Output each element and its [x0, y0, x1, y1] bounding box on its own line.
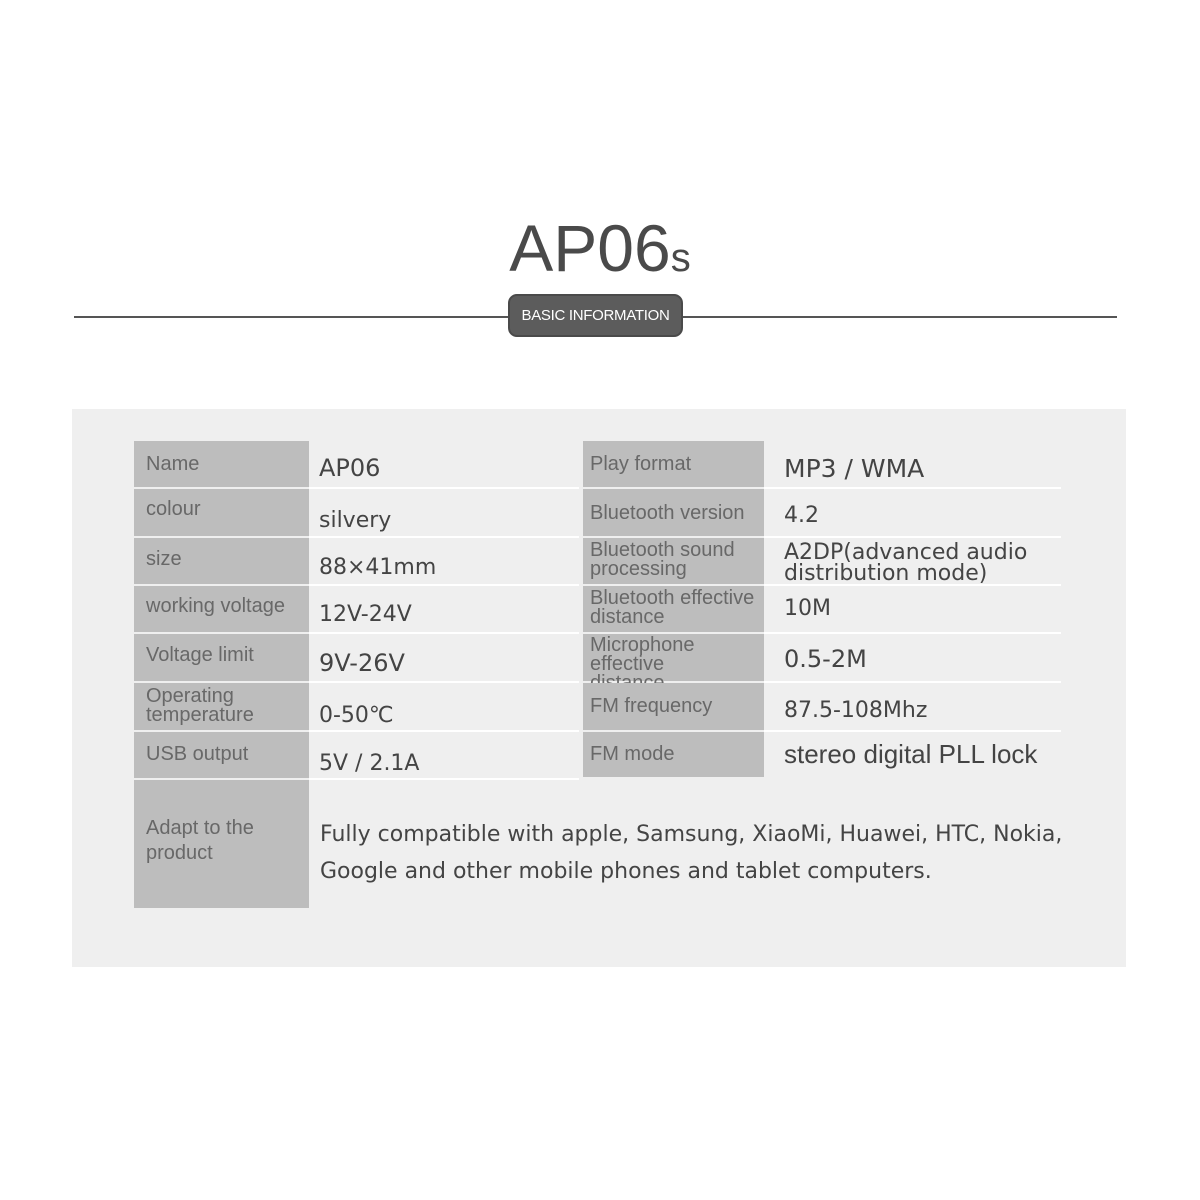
- basic-information-badge: BASIC INFORMATION: [508, 294, 683, 337]
- spec-label-bluetooth-version: Bluetooth version: [583, 489, 764, 536]
- spec-value-size: 88×41mm: [309, 538, 579, 586]
- spec-label-colour: colour: [134, 489, 309, 536]
- spec-label-play-format: Play format: [583, 441, 764, 487]
- spec-label-microphone-effective-distance: Microphone effective: [583, 634, 764, 681]
- spec-value-fm-frequency: 87.5-108Mhz: [764, 683, 1061, 732]
- divider-left: [74, 316, 514, 318]
- spec-label-working-voltage: working voltage: [134, 586, 309, 632]
- spec-value-fm-mode: stereo digital PLL lock: [784, 739, 1038, 769]
- spec-label-usb-output: USB output: [134, 732, 309, 778]
- spec-value-voltage-limit: 9V-26V: [309, 634, 579, 683]
- divider-right: [680, 316, 1117, 318]
- spec-value-bluetooth-sound-processing: A2DP(advanced audio distribution mode): [764, 538, 1061, 586]
- spec-label-fm-frequency: FM frequency: [583, 683, 764, 730]
- spec-label-fm-mode: FM mode: [583, 732, 764, 777]
- spec-value-operating-temperature: 0-50℃: [309, 683, 579, 732]
- product-title-main: AP06: [509, 211, 671, 285]
- spec-value-adapt: Fully compatible with apple, Samsung, XiaoMi, Huawei, HTC, Nokia, Google and other mobile phones and tablet computers.: [320, 822, 1063, 884]
- spec-value-bluetooth-version: 4.2: [764, 489, 1061, 538]
- product-title: [0, 211, 1200, 285]
- spec-value-name: AP06: [309, 441, 579, 489]
- product-title-suffix: s: [670, 236, 691, 280]
- spec-label-size: size: [134, 538, 309, 584]
- spec-value-colour: silvery: [309, 489, 579, 538]
- spec-label-operating-temperature: Operating temperature: [134, 683, 309, 730]
- spec-value-bluetooth-effective-distance: 10M: [764, 586, 1061, 634]
- spec-value-usb-output: 5V / 2.1A: [309, 732, 579, 780]
- spec-label-bluetooth-effective-distance: Bluetooth effective distance: [583, 586, 764, 632]
- spec-value-microphone-effective-distance: 0.5-2M: [764, 634, 1061, 683]
- spec-label-adapt: Adapt to the product: [134, 780, 309, 908]
- spec-label-bluetooth-sound-processing: Bluetooth sound processing: [583, 538, 764, 584]
- spec-label-voltage-limit: Voltage limit: [134, 634, 309, 681]
- spec-label-name: Name: [134, 441, 309, 487]
- spec-value-working-voltage: 12V-24V: [309, 586, 579, 634]
- spec-value-play-format: MP3 / WMA: [764, 441, 1061, 489]
